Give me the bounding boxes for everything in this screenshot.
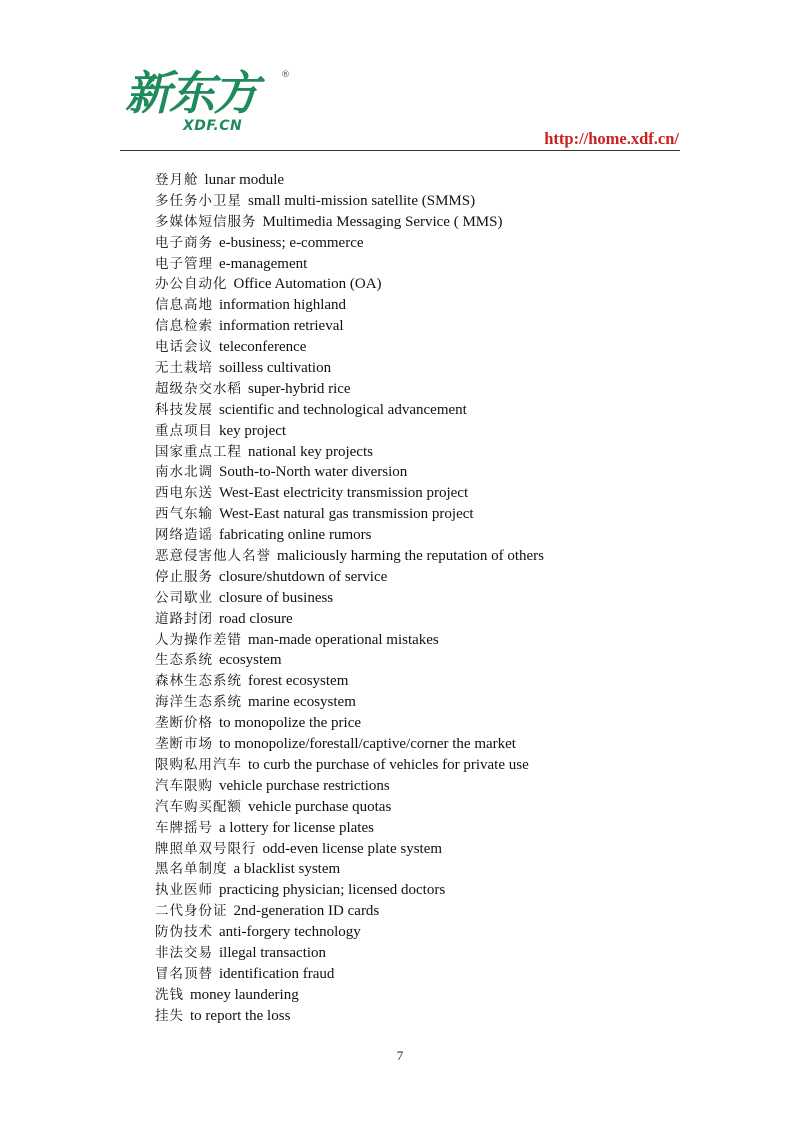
header-divider xyxy=(120,150,680,151)
term-english: to monopolize the price xyxy=(219,715,362,732)
term-english: to curb the purchase of vehicles for private use xyxy=(248,756,529,773)
term-chinese: 重点项目 xyxy=(155,422,213,439)
term-english: a lottery for license plates xyxy=(219,819,374,836)
term-english: to report the loss xyxy=(190,1007,291,1024)
glossary-entry xyxy=(155,839,544,860)
term-english: information highland xyxy=(219,297,347,314)
glossary-entry xyxy=(155,274,544,295)
term-chinese: 停止服务 xyxy=(155,568,213,585)
term-english: money laundering xyxy=(190,986,299,1003)
term-english: odd-even license plate system xyxy=(262,840,443,857)
term-english: Office Automation (OA) xyxy=(233,276,382,293)
header-url-link[interactable]: http://home.xdf.cn/ xyxy=(544,129,679,148)
glossary-entry xyxy=(155,797,544,818)
term-chinese: 公司歇业 xyxy=(155,589,213,606)
glossary-entry xyxy=(155,567,544,588)
term-chinese: 道路封闭 xyxy=(155,610,213,627)
glossary-entry xyxy=(155,316,544,337)
glossary-entry xyxy=(155,379,544,400)
glossary-entry xyxy=(155,358,544,379)
page-number: 7 xyxy=(396,1048,404,1063)
term-chinese: 登月舱 xyxy=(155,172,199,188)
glossary-entry xyxy=(155,588,544,609)
term-english: e-management xyxy=(219,255,308,272)
term-english: e-business; e-commerce xyxy=(219,234,364,251)
term-chinese: 办公自动化 xyxy=(155,276,228,293)
term-chinese: 垄断市场 xyxy=(155,736,213,753)
term-english: road closure xyxy=(219,610,293,627)
term-chinese: 人为操作差错 xyxy=(155,631,242,648)
term-english: South-to-North water diversion xyxy=(219,464,408,481)
term-chinese: 电子商务 xyxy=(155,234,213,251)
term-english: vehicle purchase restrictions xyxy=(219,777,390,794)
term-english: national key projects xyxy=(248,443,373,460)
term-chinese: 森林生态系统 xyxy=(155,673,242,690)
term-chinese: 多媒体短信服务 xyxy=(155,213,257,230)
glossary-entry xyxy=(155,462,544,483)
glossary-entry xyxy=(155,776,544,797)
glossary-entry xyxy=(155,692,544,713)
term-english: soilless cultivation xyxy=(219,360,332,377)
term-english: West-East electricity transmission project xyxy=(219,485,469,502)
term-english: scientific and technological advancement xyxy=(219,401,467,418)
term-chinese: 汽车购买配额 xyxy=(155,798,242,815)
glossary-entry xyxy=(155,212,544,233)
term-chinese: 电子管理 xyxy=(155,255,213,272)
term-chinese: 生态系统 xyxy=(155,652,213,669)
glossary-entry xyxy=(155,755,544,776)
term-chinese: 无土栽培 xyxy=(155,360,213,377)
term-english: teleconference xyxy=(219,339,307,356)
glossary-entry xyxy=(155,901,544,922)
term-english: key project xyxy=(219,422,287,439)
logo-chinese-text: 新东方 xyxy=(125,66,257,120)
term-chinese: 执业医师 xyxy=(155,882,213,899)
term-english: to monopolize/forestall/captive/corner the market xyxy=(219,736,516,753)
term-chinese: 二代身份证 xyxy=(155,903,228,920)
term-english: forest ecosystem xyxy=(248,673,349,690)
term-chinese: 垄断价格 xyxy=(155,715,213,732)
term-english: man-made operational mistakes xyxy=(248,631,439,648)
term-chinese: 信息高地 xyxy=(155,297,213,314)
term-english: West-East natural gas transmission project xyxy=(219,506,474,523)
term-english: a blacklist system xyxy=(233,861,341,878)
term-chinese: 牌照单双号限行 xyxy=(155,840,257,857)
xdf-logo xyxy=(125,68,295,140)
registered-mark: ® xyxy=(281,70,290,80)
glossary-entry xyxy=(155,233,544,254)
term-english: marine ecosystem xyxy=(248,694,356,711)
term-english: practicing physician; licensed doctors xyxy=(219,882,446,899)
term-chinese: 超级杂交水稻 xyxy=(155,380,242,397)
logo-english-text: XDF.CN xyxy=(183,118,243,134)
term-chinese: 信息检索 xyxy=(155,318,213,335)
term-chinese: 洗钱 xyxy=(155,986,184,1003)
glossary-entry xyxy=(155,546,544,567)
glossary-entry xyxy=(155,818,544,839)
term-chinese: 恶意侵害他人名誉 xyxy=(155,548,271,565)
term-chinese: 防伪技术 xyxy=(155,924,213,941)
glossary-list xyxy=(155,170,544,1027)
term-chinese: 非法交易 xyxy=(155,944,213,961)
term-english: closure/shutdown of service xyxy=(219,568,388,585)
glossary-entry xyxy=(155,504,544,525)
term-english: small multi-mission satellite (SMMS) xyxy=(248,192,476,209)
term-chinese: 限购私用汽车 xyxy=(155,756,242,773)
glossary-entry xyxy=(155,400,544,421)
term-english: lunar module xyxy=(204,172,285,188)
glossary-entry xyxy=(155,859,544,880)
glossary-entry xyxy=(155,630,544,651)
term-chinese: 南水北调 xyxy=(155,464,213,481)
glossary-entry xyxy=(155,1006,544,1027)
term-chinese: 黑名单制度 xyxy=(155,861,228,878)
term-chinese: 科技发展 xyxy=(155,401,213,418)
glossary-entry xyxy=(155,191,544,212)
term-chinese: 电话会议 xyxy=(155,339,213,356)
term-chinese: 车牌摇号 xyxy=(155,819,213,836)
glossary-entry xyxy=(155,734,544,755)
term-chinese: 汽车限购 xyxy=(155,777,213,794)
term-chinese: 西电东送 xyxy=(155,485,213,502)
term-english: anti-forgery technology xyxy=(219,924,361,941)
glossary-entry xyxy=(155,880,544,901)
term-english: closure of business xyxy=(219,589,334,606)
glossary-entry xyxy=(155,421,544,442)
glossary-entry xyxy=(155,442,544,463)
term-english: Multimedia Messaging Service ( MMS) xyxy=(262,213,503,230)
glossary-entry xyxy=(155,713,544,734)
term-chinese: 冒名顶替 xyxy=(155,965,213,982)
term-chinese: 国家重点工程 xyxy=(155,443,242,460)
term-english: fabricating online rumors xyxy=(219,527,372,544)
term-chinese: 网络造谣 xyxy=(155,527,213,544)
term-english: maliciously harming the reputation of others xyxy=(277,548,545,565)
glossary-entry xyxy=(155,170,544,191)
glossary-entry xyxy=(155,650,544,671)
glossary-entry xyxy=(155,964,544,985)
glossary-entry xyxy=(155,943,544,964)
term-chinese: 西气东输 xyxy=(155,506,213,523)
term-chinese: 挂失 xyxy=(155,1007,184,1024)
term-chinese: 多任务小卫星 xyxy=(155,192,242,209)
glossary-entry xyxy=(155,985,544,1006)
term-english: super-hybrid rice xyxy=(248,380,351,397)
term-english: 2nd-generation ID cards xyxy=(233,903,380,920)
glossary-entry xyxy=(155,254,544,275)
glossary-entry xyxy=(155,609,544,630)
term-english: ecosystem xyxy=(219,652,282,669)
term-english: identification fraud xyxy=(219,965,335,982)
term-english: information retrieval xyxy=(219,318,344,335)
glossary-entry xyxy=(155,922,544,943)
glossary-entry xyxy=(155,671,544,692)
glossary-entry xyxy=(155,483,544,504)
glossary-entry xyxy=(155,295,544,316)
glossary-entry xyxy=(155,337,544,358)
term-english: vehicle purchase quotas xyxy=(248,798,392,815)
glossary-entry xyxy=(155,525,544,546)
term-chinese: 海洋生态系统 xyxy=(155,694,242,711)
term-english: illegal transaction xyxy=(219,944,327,961)
